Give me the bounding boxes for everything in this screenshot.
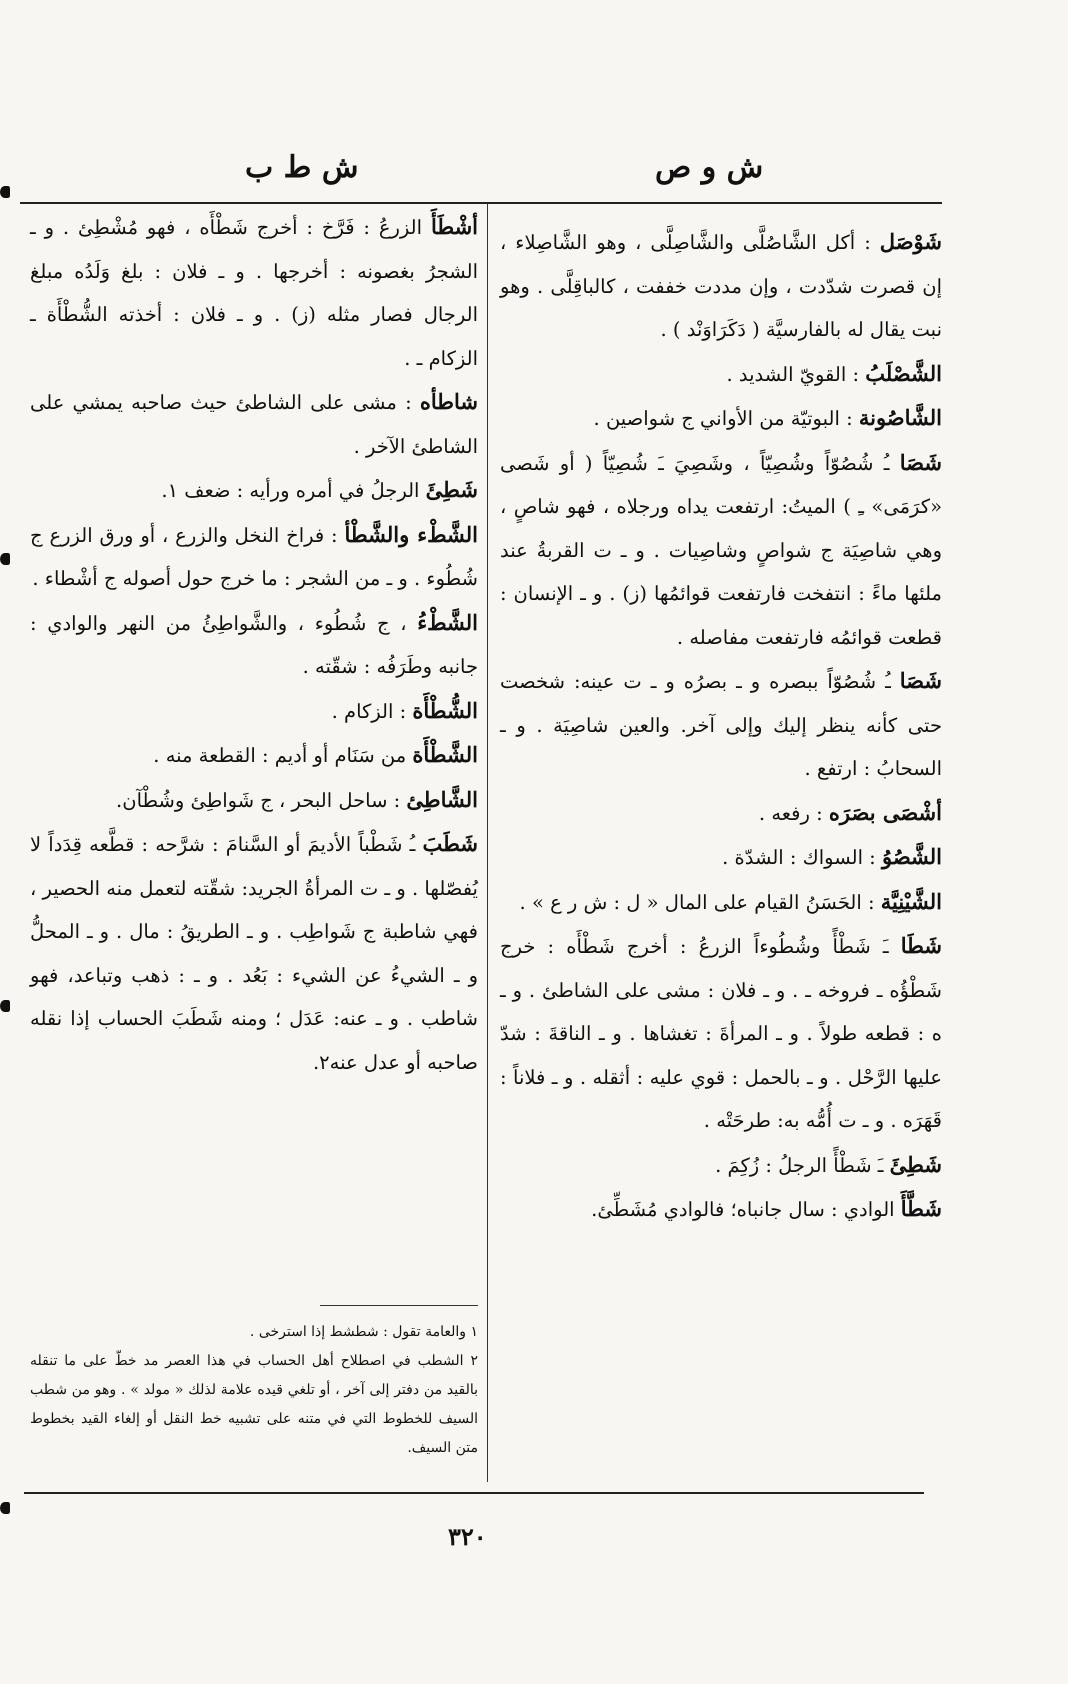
left-column xyxy=(30,205,478,1084)
page-number: ٣٢٠ xyxy=(448,1522,487,1551)
dictionary-entry xyxy=(500,352,942,397)
header-rule xyxy=(20,202,942,204)
column-divider xyxy=(487,204,488,1482)
entry-headword: الشَّصْلَبُ xyxy=(865,360,942,386)
entry-headword: الشَّطْأَة xyxy=(412,742,478,767)
entry-definition: من سَنَام أو أديم : القطعة منه . xyxy=(153,744,407,767)
footer-rule xyxy=(24,1492,924,1494)
entry-definition: : رفعه . xyxy=(758,801,823,825)
dictionary-entry xyxy=(500,791,942,836)
running-header-right: ش و ص xyxy=(655,150,764,185)
entry-definition: : مشى على الشاطئ حيث صاحبه يمشي على الشاطئ الآخر . xyxy=(30,391,478,458)
scan-mark xyxy=(0,186,10,198)
entry-definition: الوادي : سال جانباه؛ فالوادي مُشَطِّئ. xyxy=(591,1198,895,1221)
entry-definition: : ساحل البحر ، ج شَواطِئ وشُطْآن. xyxy=(116,788,401,812)
entry-headword: شَوْصَل xyxy=(879,229,942,254)
entry-definition: ـَ شَطْأً الرجلُ : زُكِمَ . xyxy=(715,1153,884,1177)
entry-headword: شَطِئَ xyxy=(425,477,478,502)
dictionary-entry xyxy=(500,659,942,791)
entry-definition: : السواك : الشدّة . xyxy=(722,846,876,869)
entry-headword: شَطَّأَ xyxy=(900,1196,942,1221)
dictionary-entry xyxy=(500,220,942,352)
entry-definition: : أكل الشَّاصُلَّى والشَّاصِلَّى ، وهو الشَّاصِلاء ، إن قصرت شدّدت ، وإن مددت خففت ، كالباقِلَّى . وهو نبت يقال له بالفارسيَّة ( دَكَرَاوَنْد ) . xyxy=(500,231,942,341)
right-column xyxy=(500,220,942,1232)
entry-definition: ـُ شُصُوّاً ببصره و ـ بصرُه و ـ ت عينه: شخصت حتى كأنه ينظر إليك وإلى آخر. والعين شاصِيَة . و ـ السحابُ : ارتفع . xyxy=(500,670,942,780)
entry-definition: الزرعُ : فَرَّخ : أخرج شَطْأَه ، فهو مُشْطِئ . و ـ الشجرُ بغصونه : أخرجها . و ـ فلان : بلغ وَلَدُه مبلغ الرجال فصار مثله (ز) . و ـ فلان : أخذته الشُّطْأَة ـ الزكام ـ . xyxy=(30,216,478,370)
dictionary-entry xyxy=(500,1187,942,1232)
entry-headword: شاطأه xyxy=(419,389,478,414)
dictionary-entry xyxy=(30,689,478,734)
entry-headword: شَصَا xyxy=(899,449,942,475)
dictionary-entry xyxy=(500,880,942,925)
footnote: ٢ الشطب في اصطلاح أهل الحساب في هذا العصر مد خطّ على ما تنقله بالقيد من دفتر إلى آخر ، أو تلغي قيده علامة لذلك « مولد » . وهو من شطب السيف للخطوط التي في متنه على تشبيه خط النقل أو إلغاء القيد بخطوط متن السيف. xyxy=(30,1353,478,1456)
dictionary-entry xyxy=(30,205,478,380)
entry-headword: الشَّصُوُ xyxy=(881,844,942,869)
dictionary-entry xyxy=(500,396,942,441)
scan-mark xyxy=(0,1502,10,1514)
entry-headword: الشَّاصُونة xyxy=(858,405,942,430)
entry-definition: : الزكام . xyxy=(331,699,407,723)
dictionary-entry xyxy=(30,380,478,468)
entry-definition: ـَ شَطْأً وشُطُوءاً الزرعُ : أخرج شَطْأَه : خرج شَطْؤُه ـ فروخه ـ . و ـ فلان : مشى على الشاطئ . و ـ ه : قطعه طولاً . و ـ المرأةَ : تغشاها . و ـ الناقةَ : شدّ عليها الرَّحْل . و ـ بالحمل : قوي عليه : أثقله . و ـ فلاناً : قَهَرَه . و ـ ت أُمُّه به: طرحَتْه . xyxy=(500,935,942,1132)
footnote-rule xyxy=(320,1305,478,1306)
entry-definition: : القويّ الشديد . xyxy=(726,362,860,386)
entry-headword: شَطَا xyxy=(900,933,942,958)
dictionary-entry xyxy=(30,468,478,513)
entry-definition: : الحَسَنُ القيام على المال « ل : ش ر ع » . xyxy=(519,890,875,914)
entry-headword: شَصَا xyxy=(899,668,942,693)
dictionary-entry xyxy=(500,835,942,880)
entry-definition: : البوتيّة من الأواني ج شواصين . xyxy=(593,407,853,430)
dictionary-entry xyxy=(30,513,478,601)
dictionary-entry xyxy=(500,924,942,1143)
dictionary-entry xyxy=(30,778,478,823)
footnote: ١ والعامة تقول : شطشط إذا استرخى . xyxy=(249,1324,478,1340)
scan-mark xyxy=(0,553,10,565)
entry-definition: الرجلُ في أمره ورأيه : ضعف ١. xyxy=(161,479,420,502)
entry-definition: ، ج شُطُوء ، والشَّواطِئُ من النهر والوادي : جانبه وطَرَفُه : شقّته . xyxy=(30,611,478,678)
running-header-left: ش ط ب xyxy=(245,150,359,185)
entry-headword: الشَّطْءُ xyxy=(417,609,479,635)
entry-definition: : فراخ النخل والزرع ، أو ورق الزرع ج شُطُوء . و ـ من الشجر : ما خرج حول أصوله ج أشْطاء . xyxy=(30,523,478,590)
dictionary-entry xyxy=(30,601,478,689)
entry-definition: ـُ شُصُوّاً وشُصِيّاً ، وشَصِيَ ـَ شُصِيّاً ( أو شَصى «كرَمَى» ـِ ) الميتُ: ارتفعت يداه ورجلاه ، فهو شاصٍ ، وهي شاصِيَة ج شواصٍ وشاصِيات . و ـ ت القربةُ عند ملئها ماءً : انتفخت فارتفعت قوائمُها (ز) . و ـ الإنسان : قطعت قوائمُه فارتفعت مفاصله . xyxy=(500,451,942,649)
scan-mark xyxy=(0,1000,10,1012)
entry-headword: الشَّاطِئ xyxy=(406,786,478,812)
entry-headword: الشُّطْأَة xyxy=(412,697,478,723)
entry-headword: أشْطَأَ xyxy=(430,214,478,239)
dictionary-entry xyxy=(30,733,478,778)
entry-headword: شَطِئَ xyxy=(889,1151,942,1177)
dictionary-entry xyxy=(500,441,942,660)
dictionary-entry xyxy=(30,822,478,1084)
footnotes xyxy=(30,1318,478,1463)
entry-headword: الشَّيْنِيَّة xyxy=(880,888,942,914)
entry-headword: شَطَبَ xyxy=(422,831,478,856)
dictionary-entry xyxy=(500,1143,942,1188)
entry-headword: أشْصَى بصَرَه xyxy=(828,799,942,825)
entry-definition: ـُ شَطْباً الأديمَ أو السَّنامَ : شرَّحه : قطَّعه قِدَداً لا يُفصّلها . و ـ ت المرأةُ الجريد: شقّته لتعمل منه الحصير ، فهي شاطبة ج شَواطِب . و ـ الطريقُ : مال . و ـ المحلُّ و ـ الشيءُ عن الشيء : بَعُد . و ـ : ذهب وتباعد، فهو شاطب . و ـ عنه: عَدَل ؛ ومنه شَطَبَ الحساب إذا نقله صاحبه أو عدل عنه٢. xyxy=(30,833,478,1074)
entry-headword: الشَّطْء والشَّطْأ xyxy=(344,521,479,547)
